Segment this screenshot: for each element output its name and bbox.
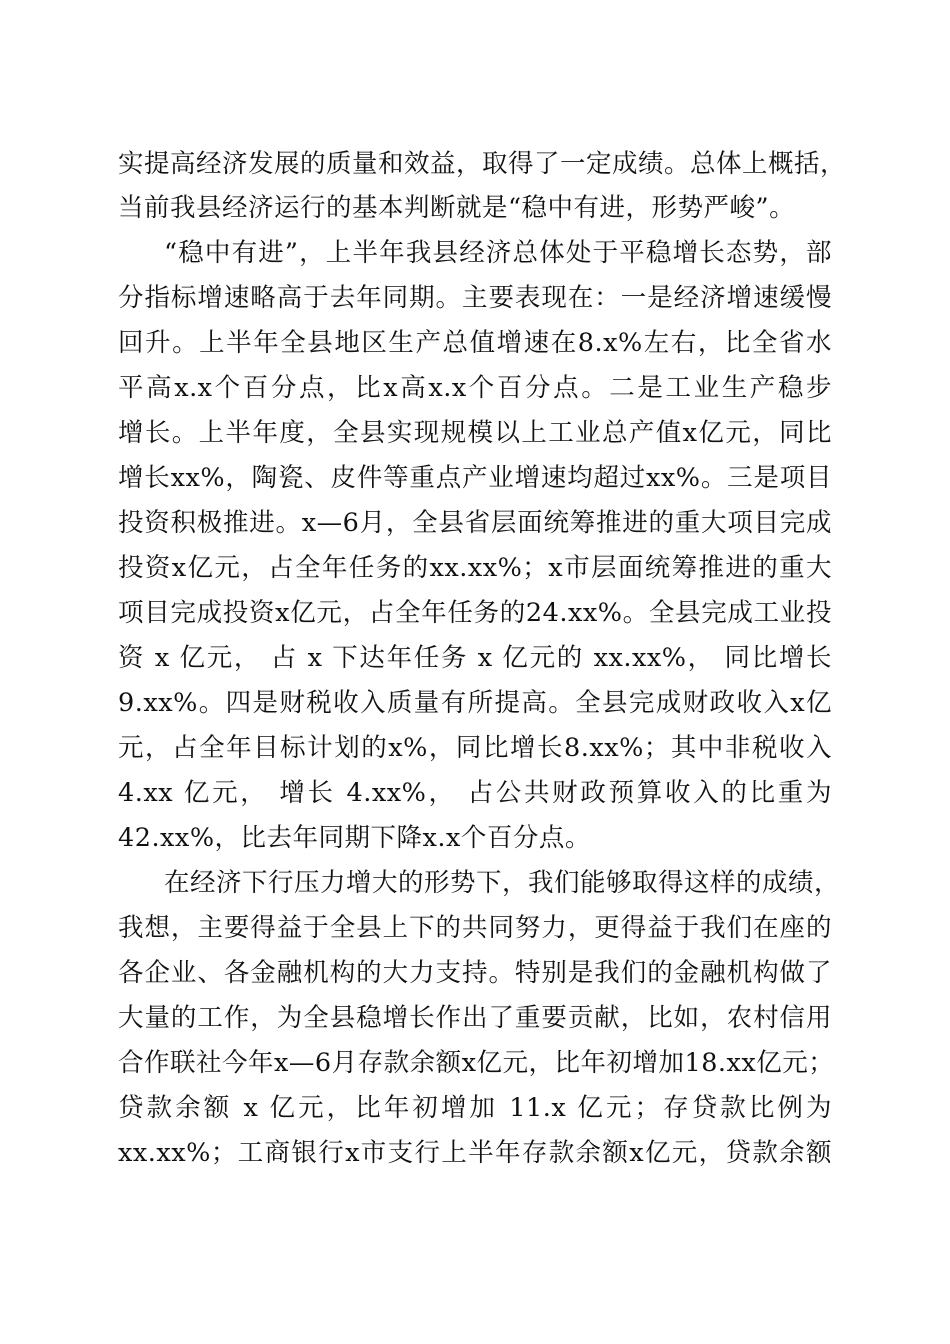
text-line: 我想，主要得益于全县上下的共同努力，更得益于我们在座的: [118, 913, 832, 943]
text-line: 投资积极推进。x—6月，全县省层面统筹推进的重大项目完成: [118, 508, 832, 538]
text-line: 合作联社今年x—6月存款余额x亿元，比年初增加18.xx亿元；: [118, 1048, 835, 1078]
text-line: 资 x 亿元， 占 x 下达年任务 x 亿元的 xx.xx%， 同比增长: [118, 643, 832, 673]
text-line: “稳中有进”，上半年我县经济总体处于平稳增长态势，部: [164, 238, 832, 268]
text-line: 平高x.x个百分点，比x高x.x个百分点。二是工业生产稳步: [118, 373, 832, 403]
text-line: 各企业、各金融机构的大力支持。特别是我们的金融机构做了: [118, 958, 832, 988]
text-line: 增长xx%，陶瓷、皮件等重点产业增速均超过xx%。三是项目: [118, 463, 832, 493]
text-line: 42.xx%，比去年同期下降x.x个百分点。: [118, 823, 591, 853]
text-line: 元，占全年目标计划的x%，同比增长8.xx%；其中非税收入: [118, 733, 832, 763]
text-line: 项目完成投资x亿元，占全年任务的24.xx%。全县完成工业投: [118, 598, 832, 628]
text-line: 9.xx%。四是财税收入质量有所提高。全县完成财政收入x亿: [118, 688, 832, 718]
text-line: 4.xx 亿元， 增长 4.xx%， 占公共财政预算收入的比重为: [118, 778, 832, 808]
text-line: 在经济下行压力增大的形势下，我们能够取得这样的成绩，: [164, 868, 841, 898]
text-line: xx.xx%；工商银行x市支行上半年存款余额x亿元，贷款余额: [118, 1138, 832, 1168]
text-line: 实提高经济发展的质量和效益，取得了一定成绩。总体上概括，: [118, 149, 847, 179]
text-line: 当前我县经济运行的基本判断就是“稳中有进，形势严峻”。: [118, 193, 796, 223]
text-line: 大量的工作，为全县稳增长作出了重要贡献，比如，农村信用: [118, 1003, 832, 1033]
text-line: 贷款余额 x 亿元，比年初增加 11.x 亿元；存贷款比例为: [118, 1093, 832, 1123]
text-line: 投资x亿元，占全年任务的xx.xx%；x市层面统筹推进的重大: [118, 553, 832, 583]
text-line: 增长。上半年度，全县实现规模以上工业总产值x亿元，同比: [118, 418, 832, 448]
text-line: 回升。上半年全县地区生产总值增速在8.x%左右，比全省水: [118, 328, 832, 358]
text-line: 分指标增速略高于去年同期。主要表现在：一是经济增速缓慢: [118, 283, 832, 313]
